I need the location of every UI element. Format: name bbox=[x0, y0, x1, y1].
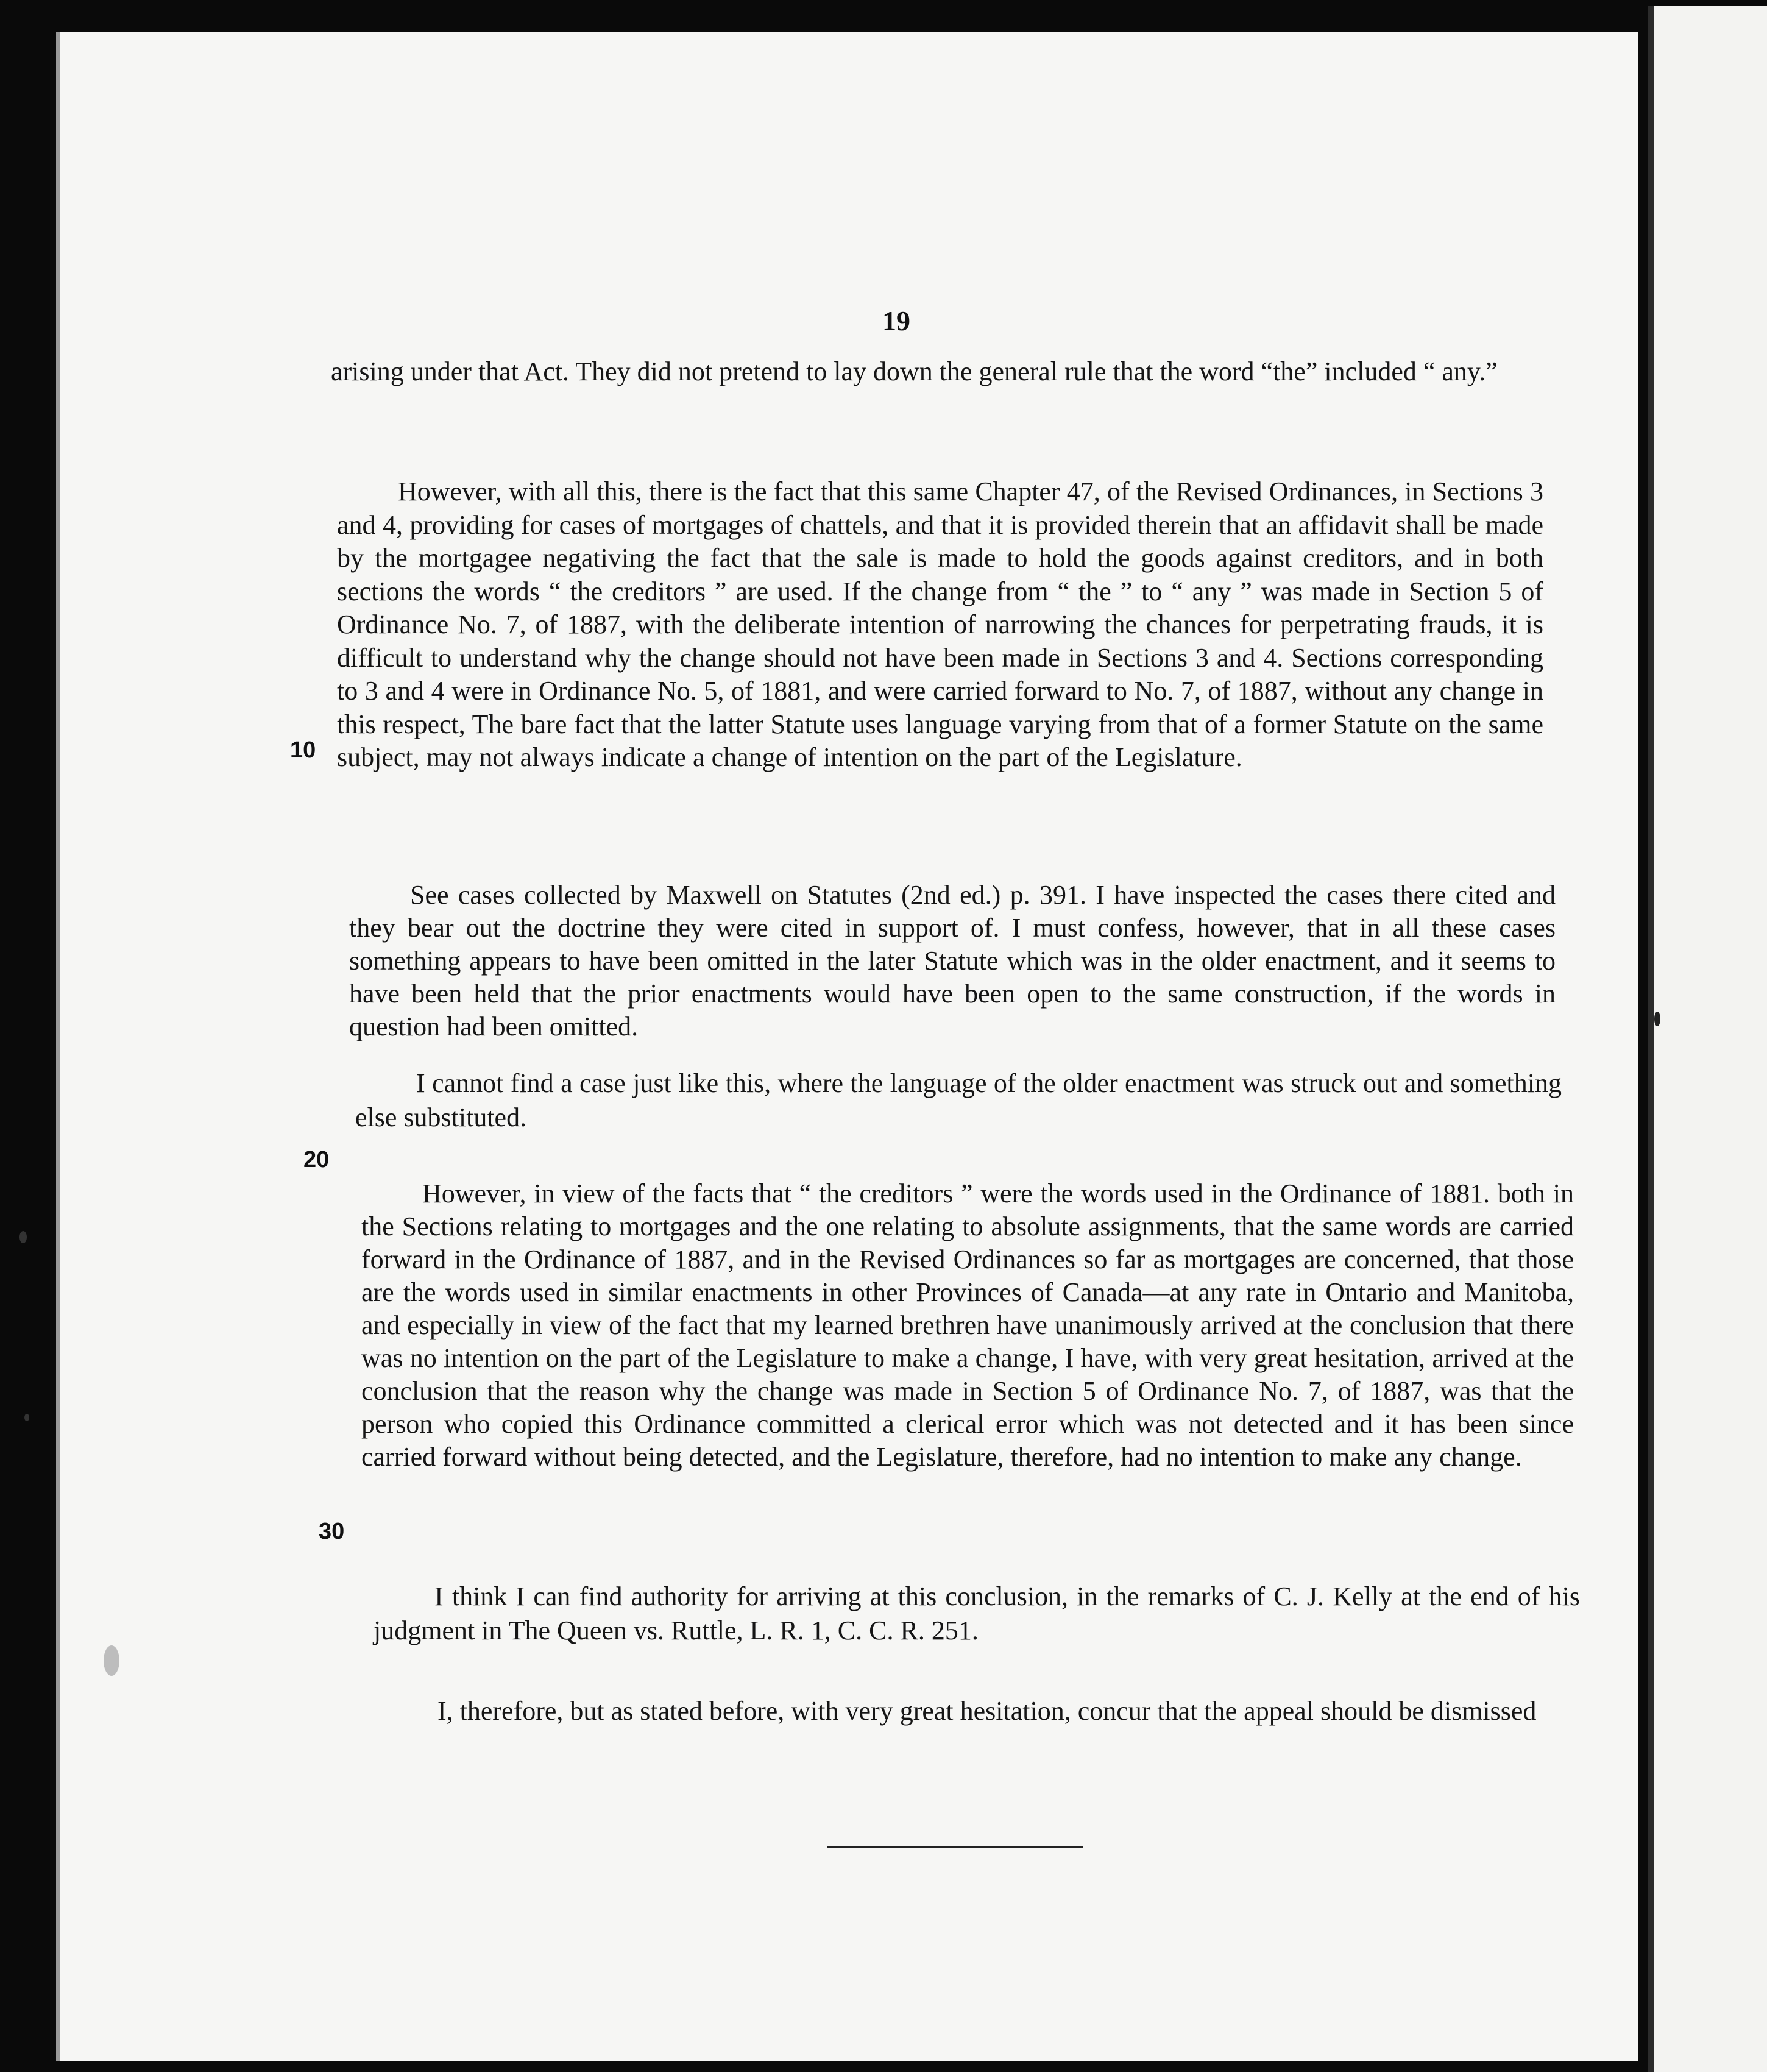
paragraph-4: I cannot find a case just like this, where the language of the older enactment was struck out and something else substituted. bbox=[355, 1068, 1562, 1132]
edge-speck bbox=[19, 1231, 27, 1243]
paragraph-5: However, in view of the facts that “ the creditors ” were the words used in the Ordinance of 1881. both in the Sections relating to mortgages and the one relating to absolute assignments, that the same words are carried forward in the Ordinance of 1887, and in the Revised Ordinances so far as mortgages are concerned, that those are the words used in similar enactments in other Provinces of Canada—at any rate in Ontario and Manitoba, and especially in view of the fact that my learned brethren have unanimously arrived at the conclusion that there was no intention on the part of the Legislature to make a change, I have, with very great hesitation, arrived at the conclusion that the reason why the change was made in Section 5 of Ordinance No. 7, of 1887, was that the person who copied this Ordinance committed a clerical error which was not detected and it has been since carried forward without being detected, and the Legislature, therefore, had no intention to make any change. bbox=[361, 1179, 1574, 1472]
page-number: 19 bbox=[882, 305, 910, 336]
document-page bbox=[56, 32, 1638, 2061]
adjacent-page-edge bbox=[1648, 6, 1767, 2072]
paragraph-7: I, therefore, but as stated before, with very great hesitation, concur that the appeal should be dismissed bbox=[437, 1696, 1537, 1726]
edge-speck bbox=[104, 1645, 119, 1676]
end-divider bbox=[827, 1846, 1083, 1848]
page-speck bbox=[1654, 1012, 1660, 1026]
paragraph-3: See cases collected by Maxwell on Statutes (2nd ed.) p. 391. I have inspected the cases there cited and they bear out the doctrine they were cited in support of. I must confess, however, that in all these cases something appears to have been omitted in the later Statute which was in the older enactment, and it seems to have been held that the prior enactments would have been open to the same construction, if the words in question had been omitted. bbox=[349, 880, 1556, 1041]
paragraph-2: However, with all this, there is the fact that this same Chapter 47, of the Revised Ordinances, in Sections 3 and 4, providing for cases of mortgages of chattels, and that it is provided therein that an affidavit shall be made by the mortgagee negativing the fact that the sale is made to hold the goods against creditors, and in both sections the words “ the creditors ” are used. If the change from “ the ” to “ any ” was made in Section 5 of Ordinance No. 7, of 1887, with the deliberate intention of narrowing the chances for perpetrating frauds, it is difficult to understand why the change should not have been made in Sections 3 and 4. Sections corresponding to 3 and 4 were in Ordinance No. 5, of 1881, and were carried forward to No. 7, of 1887, without any change in this respect, The bare fact that the latter Statute uses language varying from that of a former Statute on the same subject, may not always indicate a change of intention on the part of the Legislature. bbox=[337, 477, 1543, 772]
line-number-30: 30 bbox=[319, 1519, 345, 1544]
paragraph-1: arising under that Act. They did not pretend to lay down the general rule that the word “the” included “ any.” bbox=[331, 357, 1498, 386]
edge-speck bbox=[24, 1414, 29, 1421]
line-number-20: 20 bbox=[303, 1147, 330, 1173]
paragraph-6: I think I can find authority for arriving at this conclusion, in the remarks of C. J. Kelly at the end of his judgment in The Queen vs. Ruttle, L. R. 1, C. C. R. 251. bbox=[374, 1581, 1580, 1645]
line-number-10: 10 bbox=[290, 737, 316, 763]
